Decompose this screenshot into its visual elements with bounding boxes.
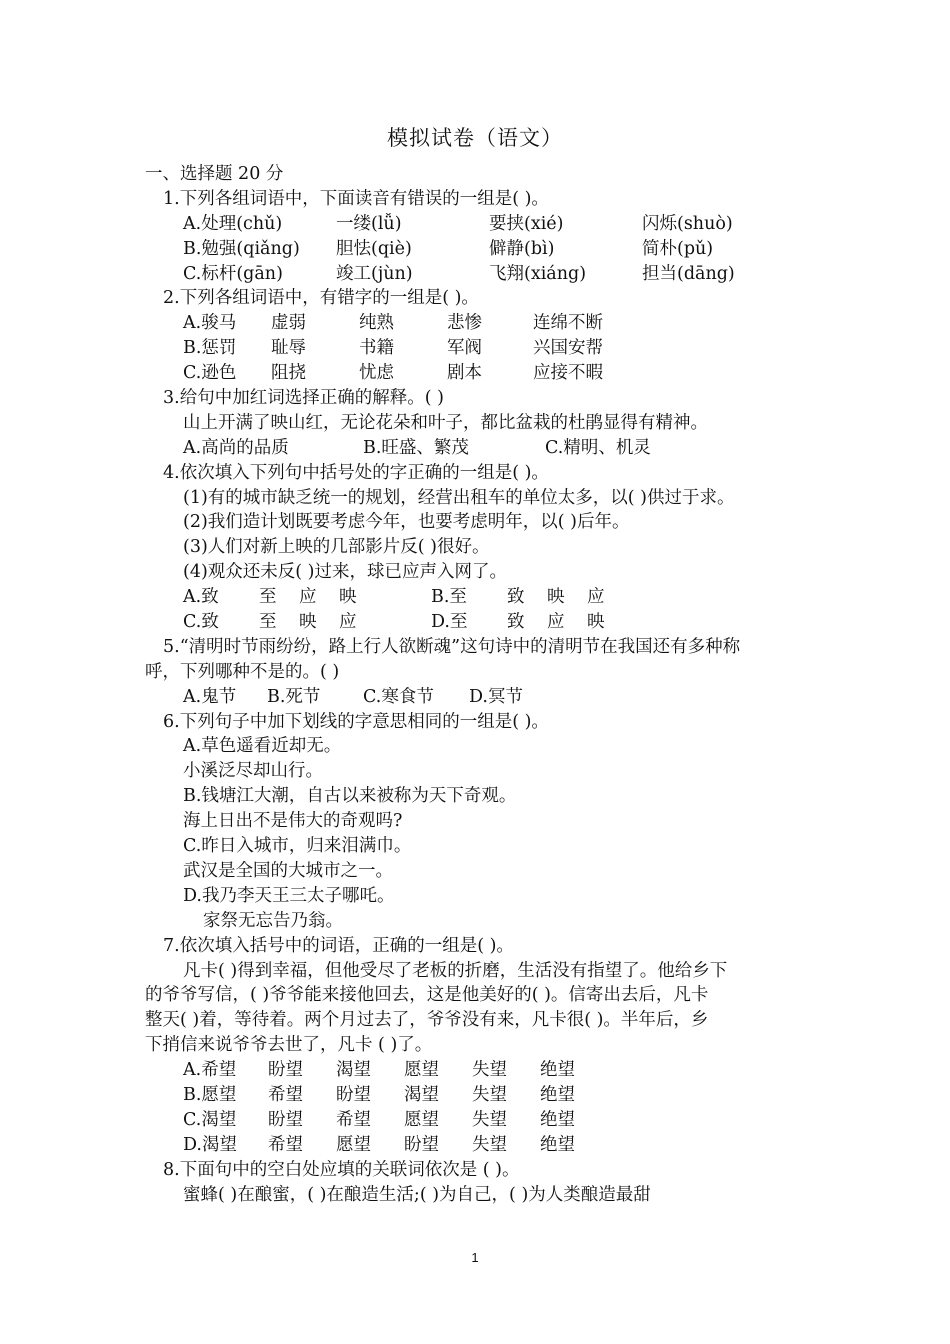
option-text: 一缕(lǚ) bbox=[336, 213, 402, 234]
question-4-item: (1)有的城市缺乏统一的规划，经营出租车的单位太多，以( )供过于求。 bbox=[183, 487, 735, 508]
option-text: 纯熟 bbox=[359, 313, 394, 334]
option-text: 悲惨 bbox=[447, 313, 482, 334]
question-4-stem: 4.依次填入下列句中括号处的字正确的一组是( )。 bbox=[163, 462, 549, 483]
option-text: 阻挠 bbox=[271, 363, 306, 384]
option-text: 失望 bbox=[472, 1084, 507, 1105]
option-text: 映 bbox=[299, 612, 317, 633]
question-6-line: 海上日出不是伟大的奇观吗? bbox=[183, 811, 403, 832]
option-text: 希望 bbox=[268, 1134, 303, 1155]
option-text: C.标杆(gān) bbox=[183, 263, 283, 284]
option-group bbox=[183, 585, 431, 610]
option-text: 愿望 bbox=[404, 1109, 439, 1130]
option-text: 连绵不断 bbox=[533, 313, 603, 334]
question-7-passage: 凡卡( )得到幸福，但他受尽了老板的折磨，生活没有指望了。他给乡下 bbox=[183, 960, 728, 981]
option-text: 闪烁(shuò) bbox=[642, 213, 733, 234]
option-text: 绝望 bbox=[540, 1109, 575, 1130]
option-text: 绝望 bbox=[540, 1060, 575, 1081]
option-text: A.处理(chǔ) bbox=[183, 213, 283, 234]
option-text: C.寒食节 bbox=[363, 686, 434, 707]
option-text: 应 bbox=[299, 587, 317, 608]
option-text: 虚弱 bbox=[271, 313, 306, 334]
option-text: 致 bbox=[507, 612, 525, 633]
question-2-options-row bbox=[145, 311, 815, 336]
question-2-stem: 2.下列各组词语中，有错字的一组是( )。 bbox=[163, 288, 479, 309]
question-4-options-row bbox=[145, 585, 815, 610]
option-text: 希望 bbox=[336, 1109, 371, 1130]
option-text: 应 bbox=[339, 612, 357, 633]
option-group bbox=[183, 610, 431, 635]
question-6-line: C.昨日入城市，归来泪满巾。 bbox=[183, 836, 412, 857]
option-text: D.至 bbox=[431, 612, 468, 633]
option-text: 盼望 bbox=[336, 1084, 371, 1105]
option-text: 担当(dāng) bbox=[642, 263, 735, 284]
question-7-options-row bbox=[145, 1058, 815, 1083]
question-5-options bbox=[145, 685, 815, 710]
option-group bbox=[431, 610, 679, 635]
option-text: 愿望 bbox=[336, 1134, 371, 1155]
option-text: 盼望 bbox=[404, 1134, 439, 1155]
option-text: 愿望 bbox=[404, 1060, 439, 1081]
option-text: 映 bbox=[339, 587, 357, 608]
question-7-passage: 的爷爷写信，( )爷爷能来接他回去，这是他美好的( )。信寄出去后，凡卡 bbox=[145, 985, 709, 1006]
option-text: 至 bbox=[259, 587, 277, 608]
page-number: 1 bbox=[471, 1250, 479, 1265]
option-text: 失望 bbox=[472, 1109, 507, 1130]
option-text: D.渴望 bbox=[183, 1134, 237, 1155]
question-3-options bbox=[145, 436, 815, 461]
question-6-line: 武汉是全国的大城市之一。 bbox=[183, 860, 393, 881]
question-6-stem: 6.下列句子中加下划线的字意思相同的一组是( )。 bbox=[163, 711, 549, 732]
option-text: 书籍 bbox=[359, 338, 394, 359]
option-text: 飞翔(xiáng) bbox=[489, 263, 587, 284]
option-text: 剧本 bbox=[447, 363, 482, 384]
exam-content bbox=[145, 162, 815, 1207]
question-7-options-row bbox=[145, 1083, 815, 1108]
option-text: 盼望 bbox=[268, 1109, 303, 1130]
option-text: A.希望 bbox=[183, 1060, 237, 1081]
question-3-sentence: 山上开满了映山红，无论花朵和叶子，都比盆栽的杜鹃显得有精神。 bbox=[183, 412, 708, 433]
option-text: 至 bbox=[259, 612, 277, 633]
question-7-stem: 7.依次填入括号中的词语，正确的一组是( )。 bbox=[163, 935, 514, 956]
option-group bbox=[431, 585, 679, 610]
option-text: 应 bbox=[547, 612, 565, 633]
question-6-line: A.草色遥看近却无。 bbox=[183, 736, 342, 757]
question-1-options-row bbox=[145, 212, 815, 237]
option-text: 应 bbox=[587, 587, 605, 608]
question-4-item: (4)观众还未反( )过来，球已应声入网了。 bbox=[183, 562, 508, 583]
question-6-line: B.钱塘江大潮，自古以来被称为天下奇观。 bbox=[183, 786, 517, 807]
question-6-line: 小溪泛尽却山行。 bbox=[183, 761, 323, 782]
option-text: 兴国安帮 bbox=[533, 338, 603, 359]
question-4-options-row bbox=[145, 610, 815, 635]
option-text: C.渴望 bbox=[183, 1109, 237, 1130]
question-4-item: (3)人们对新上映的几部影片反( )很好。 bbox=[183, 537, 490, 558]
option-text: B.惩罚 bbox=[183, 338, 237, 359]
option-text: 胆怯(qiè) bbox=[336, 238, 412, 259]
option-text: D.冥节 bbox=[469, 686, 523, 707]
option-text: 映 bbox=[587, 612, 605, 633]
question-6-line: D.我乃李天王三太子哪吒。 bbox=[183, 885, 395, 906]
option-text: 映 bbox=[547, 587, 565, 608]
option-text: A.鬼节 bbox=[183, 686, 237, 707]
option-text: C.逊色 bbox=[183, 363, 237, 384]
option-text: B.愿望 bbox=[183, 1084, 237, 1105]
option-text: 失望 bbox=[472, 1134, 507, 1155]
option-text: 应接不暇 bbox=[533, 363, 603, 384]
option-text: 竣工(jùn) bbox=[336, 263, 413, 284]
question-5-stem: 5.“清明时节雨纷纷，路上行人欲断魂”这句诗中的清明节在我国还有多种称 bbox=[163, 636, 741, 657]
question-2-options-row bbox=[145, 361, 815, 386]
option-text: C.精明、机灵 bbox=[545, 437, 651, 458]
option-text: A.高尚的品质 bbox=[183, 437, 289, 458]
option-text: 绝望 bbox=[540, 1134, 575, 1155]
option-text: A.致 bbox=[183, 587, 219, 608]
question-4-item: (2)我们造计划既要考虑今年，也要考虑明年，以( )后年。 bbox=[183, 512, 630, 533]
question-8-sentence: 蜜蜂( )在酿蜜，( )在酿造生活;( )为自己，( )为人类酿造最甜 bbox=[183, 1184, 651, 1205]
option-text: 盼望 bbox=[268, 1060, 303, 1081]
question-1-options-row bbox=[145, 237, 815, 262]
section-heading: 一、选择题 20 分 bbox=[145, 164, 284, 184]
option-text: A.骏马 bbox=[183, 313, 237, 334]
option-text: 失望 bbox=[472, 1060, 507, 1081]
option-text: B.至 bbox=[431, 587, 467, 608]
question-8-stem: 8.下面句中的空白处应填的关联词依次是 ( )。 bbox=[163, 1159, 520, 1180]
question-6-line: 家祭无忘告乃翁。 bbox=[203, 910, 343, 931]
option-text: 渴望 bbox=[404, 1084, 439, 1105]
option-text: 忧虑 bbox=[359, 363, 394, 384]
option-text: 绝望 bbox=[540, 1084, 575, 1105]
question-7-passage: 下捎信来说爷爷去世了，凡卡 ( )了。 bbox=[145, 1035, 433, 1056]
option-text: B.旺盛、繁茂 bbox=[363, 437, 469, 458]
question-7-passage: 整天( )着，等待着。两个月过去了，爷爷没有来，凡卡很( )。半年后，乡 bbox=[145, 1010, 709, 1031]
option-text: B.死节 bbox=[267, 686, 321, 707]
option-text: B.勉强(qiǎng) bbox=[183, 238, 300, 259]
question-1-stem: 1.下列各组词语中，下面读音有错误的一组是( )。 bbox=[163, 188, 549, 209]
option-text: 简朴(pǔ) bbox=[642, 238, 714, 259]
question-7-options-row bbox=[145, 1133, 815, 1158]
question-1-options-row bbox=[145, 262, 815, 287]
option-text: 要挟(xié) bbox=[489, 213, 564, 234]
option-text: C.致 bbox=[183, 612, 219, 633]
option-text: 渴望 bbox=[336, 1060, 371, 1081]
option-text: 军阀 bbox=[447, 338, 482, 359]
question-5-stem-continued: 呼，下列哪种不是的。( ) bbox=[145, 661, 340, 682]
question-2-options-row bbox=[145, 336, 815, 361]
option-text: 僻静(bì) bbox=[489, 238, 555, 259]
option-text: 希望 bbox=[268, 1084, 303, 1105]
question-7-options-row bbox=[145, 1108, 815, 1133]
page-title: 模拟试卷（语文） bbox=[387, 126, 563, 150]
option-text: 致 bbox=[507, 587, 525, 608]
question-3-stem: 3.给句中加红词选择正确的解释。( ) bbox=[163, 388, 444, 409]
option-text: 耻辱 bbox=[271, 338, 306, 359]
